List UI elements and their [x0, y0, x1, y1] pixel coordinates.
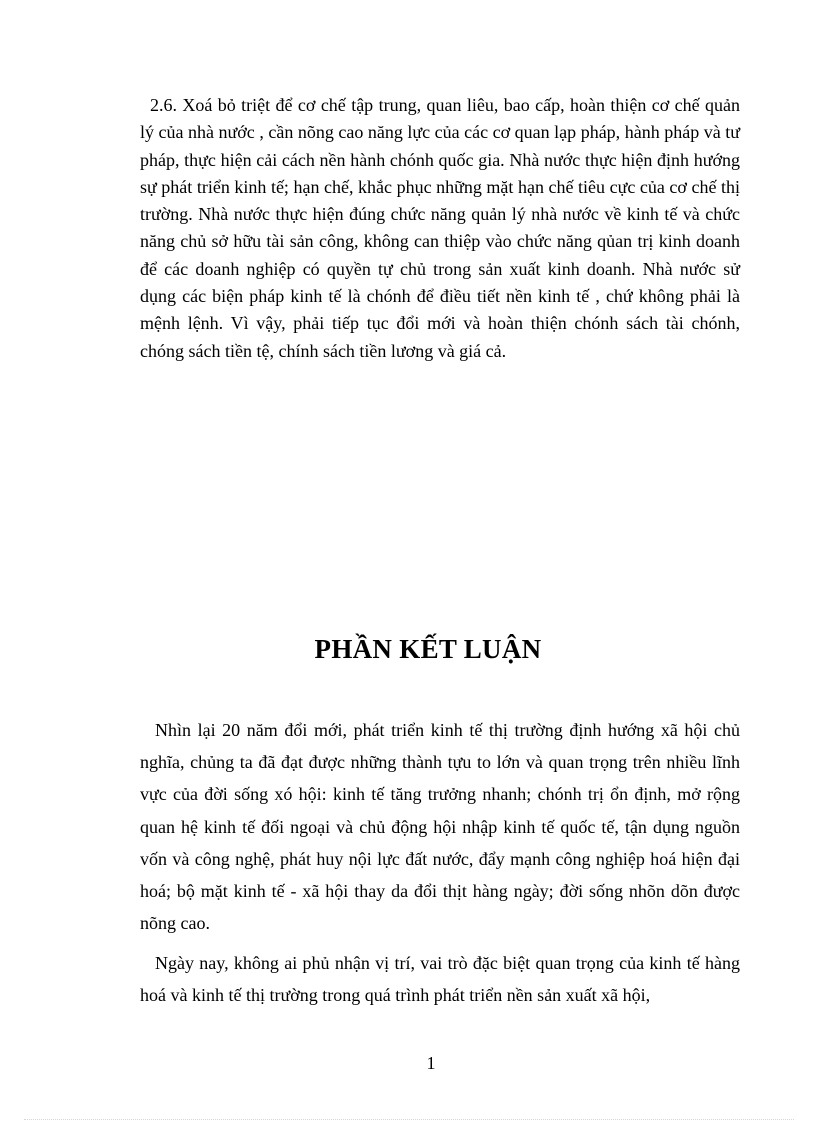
- page-number: 1: [426, 1053, 436, 1073]
- conclusion-paragraph-1: Nhìn lại 20 năm đổi mới, phát triển kinh tế thị trường định hướng xã hội chủ nghĩa, chủng ta đã đạt được những thành tựu to lớn và quan trọng trên nhiều lĩnh vực của đời sống xó hội: kinh tế tăng trưởng nhanh; chónh trị ổn định, mở rộng quan hệ kinh tế đối ngoại và chủ động hội nhập kinh tế quốc tế, tận dụng nguồn vốn và công nghệ, phát huy nội lực đất nước, đẩy mạnh công nghiệp hoá hiện đại hoá; bộ mặt kinh tế - xã hội thay da đổi thịt hàng ngày; đời sống nhõn dõn được nõng cao.: [140, 720, 740, 934]
- paragraph-2-6: 2.6. Xoá bỏ triệt để cơ chế tập trung, quan liêu, bao cấp, hoàn thiện cơ chế quản lý của nhà nước , cần nõng cao năng lực của các cơ quan lạp pháp, hành pháp và tư pháp, thực hiện cải cách nền hành chónh quốc gia. Nhà nước thực hiện định hướng sự phát triển kinh tế; hạn chế, khắc phục những mặt hạn chế tiêu cực của cơ chế thị trường. Nhà nước thực hiện đúng chức năng quản lý nhà nước về kinh tế và chức năng chủ sở hữu tài sản công, không can thiệp vào chức năng qủan trị kinh doanh để các doanh nghiệp có quyền tự chủ trong sản xuất kinh doanh. Nhà nước sử dụng các biện pháp kinh tế là chónh để điều tiết nền kinh tế , chứ không phải là mệnh lệnh. Vì vậy, phải tiếp tục đổi mới và hoàn thiện chónh sách tài chónh, chóng sách tiền tệ, chính sách tiền lương và giá cả.: [140, 95, 740, 361]
- conclusion-paragraph-2: Ngày nay, không ai phủ nhận vị trí, vai trò đặc biệt quan trọng của kinh tế hàng hoá và kinh tế thị trường trong quá trình phát triển nền sản xuất xã hội,: [140, 953, 740, 1005]
- section-title: PHẦN KẾT LUẬN: [314, 634, 542, 664]
- page-bottom-edge: [24, 1119, 794, 1120]
